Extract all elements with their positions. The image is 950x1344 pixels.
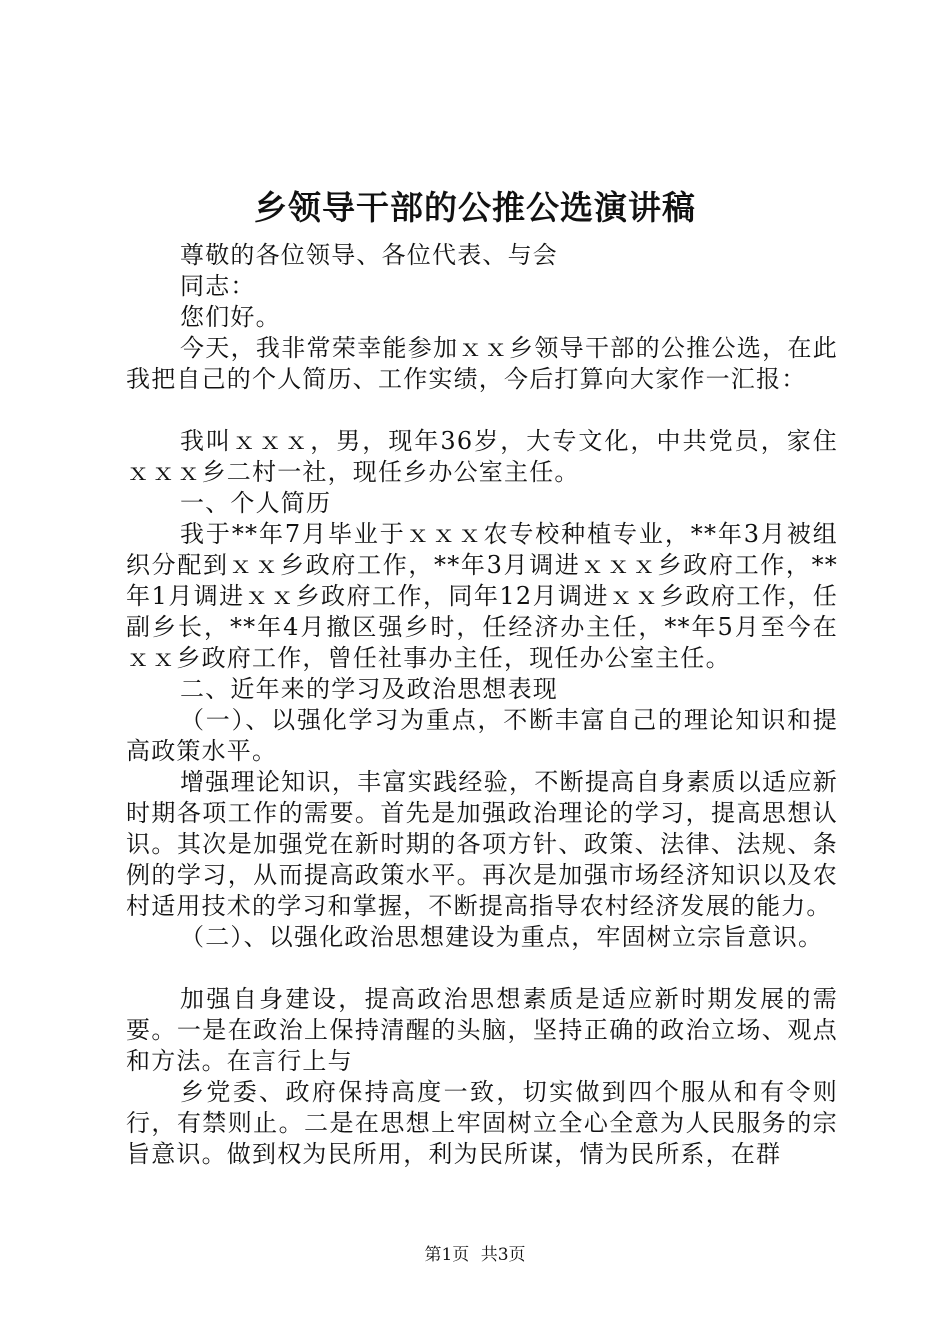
greeting: 您们好。 [180,303,281,331]
subheading-political-focus: （二）、以强化政治思想建设为重点，牢固树立宗旨意识。 [180,923,824,951]
section-heading-resume: 一、个人简历 [180,489,332,517]
document-body [126,240,838,1170]
subheading-study-focus: （一）、以强化学习为重点，不断丰富自己的理论知识和提高政策水平。 [126,706,838,765]
intro-paragraph: 今天，我非常荣幸能参加ｘｘ乡领导干部的公推公选，在此我把自己的个人简历、工作实绩，今后打算向大家作一汇报： [126,334,838,393]
self-introduction-paragraph: 我叫ｘｘｘ，男，现年36岁，大专文化，中共党员，家住ｘｘｘ乡二村一社，现任乡办公室主任。 [126,427,838,486]
document-title: 乡领导干部的公推公选演讲稿 [254,188,696,227]
resume-paragraph: 我于**年7月毕业于ｘｘｘ农专校种植专业，**年3月被组织分配到ｘｘ乡政府工作，**年3月调进ｘｘｘ乡政府工作，**年1月调进ｘｘ乡政府工作，同年12月调进ｘｘ乡政府工作，任副乡长，**年4月撤区强乡时，任经济办主任，**年5月至今在ｘｘ乡政府工作，曾任社事办主任，现任办公室主任。 [126,520,838,672]
section-heading-study: 二、近年来的学习及政治思想表现 [180,675,558,703]
study-paragraph: 增强理论知识，丰富实践经验，不断提高自身素质以适应新时期各项工作的需要。首先是加强政治理论的学习，提高思想认识。其次是加强党在新时期的各项方针、政策、法律、法规、条例的学习，从而提高政策水平。再次是加强市场经济知识以及农村适用技术的学习和掌握，不断提高指导农村经济发展的能力。 [126,768,838,920]
page-number-footer: 第1页 共3页 [424,1245,526,1265]
political-paragraph-1: 加强自身建设，提高政治思想素质是适应新时期发展的需要。一是在政治上保持清醒的头脑，坚持正确的政治立场、观点和方法。在言行上与 [126,985,838,1075]
salutation-line-2: 同志： [180,272,256,300]
political-paragraph-2: 乡党委、政府保持高度一致，切实做到四个服从和有令则行，有禁则止。二是在思想上牢固树立全心全意为人民服务的宗旨意识。做到权为民所用，利为民所谋，情为民所系，在群 [126,1078,838,1168]
salutation-line-1: 尊敬的各位领导、各位代表、与会 [180,241,558,269]
